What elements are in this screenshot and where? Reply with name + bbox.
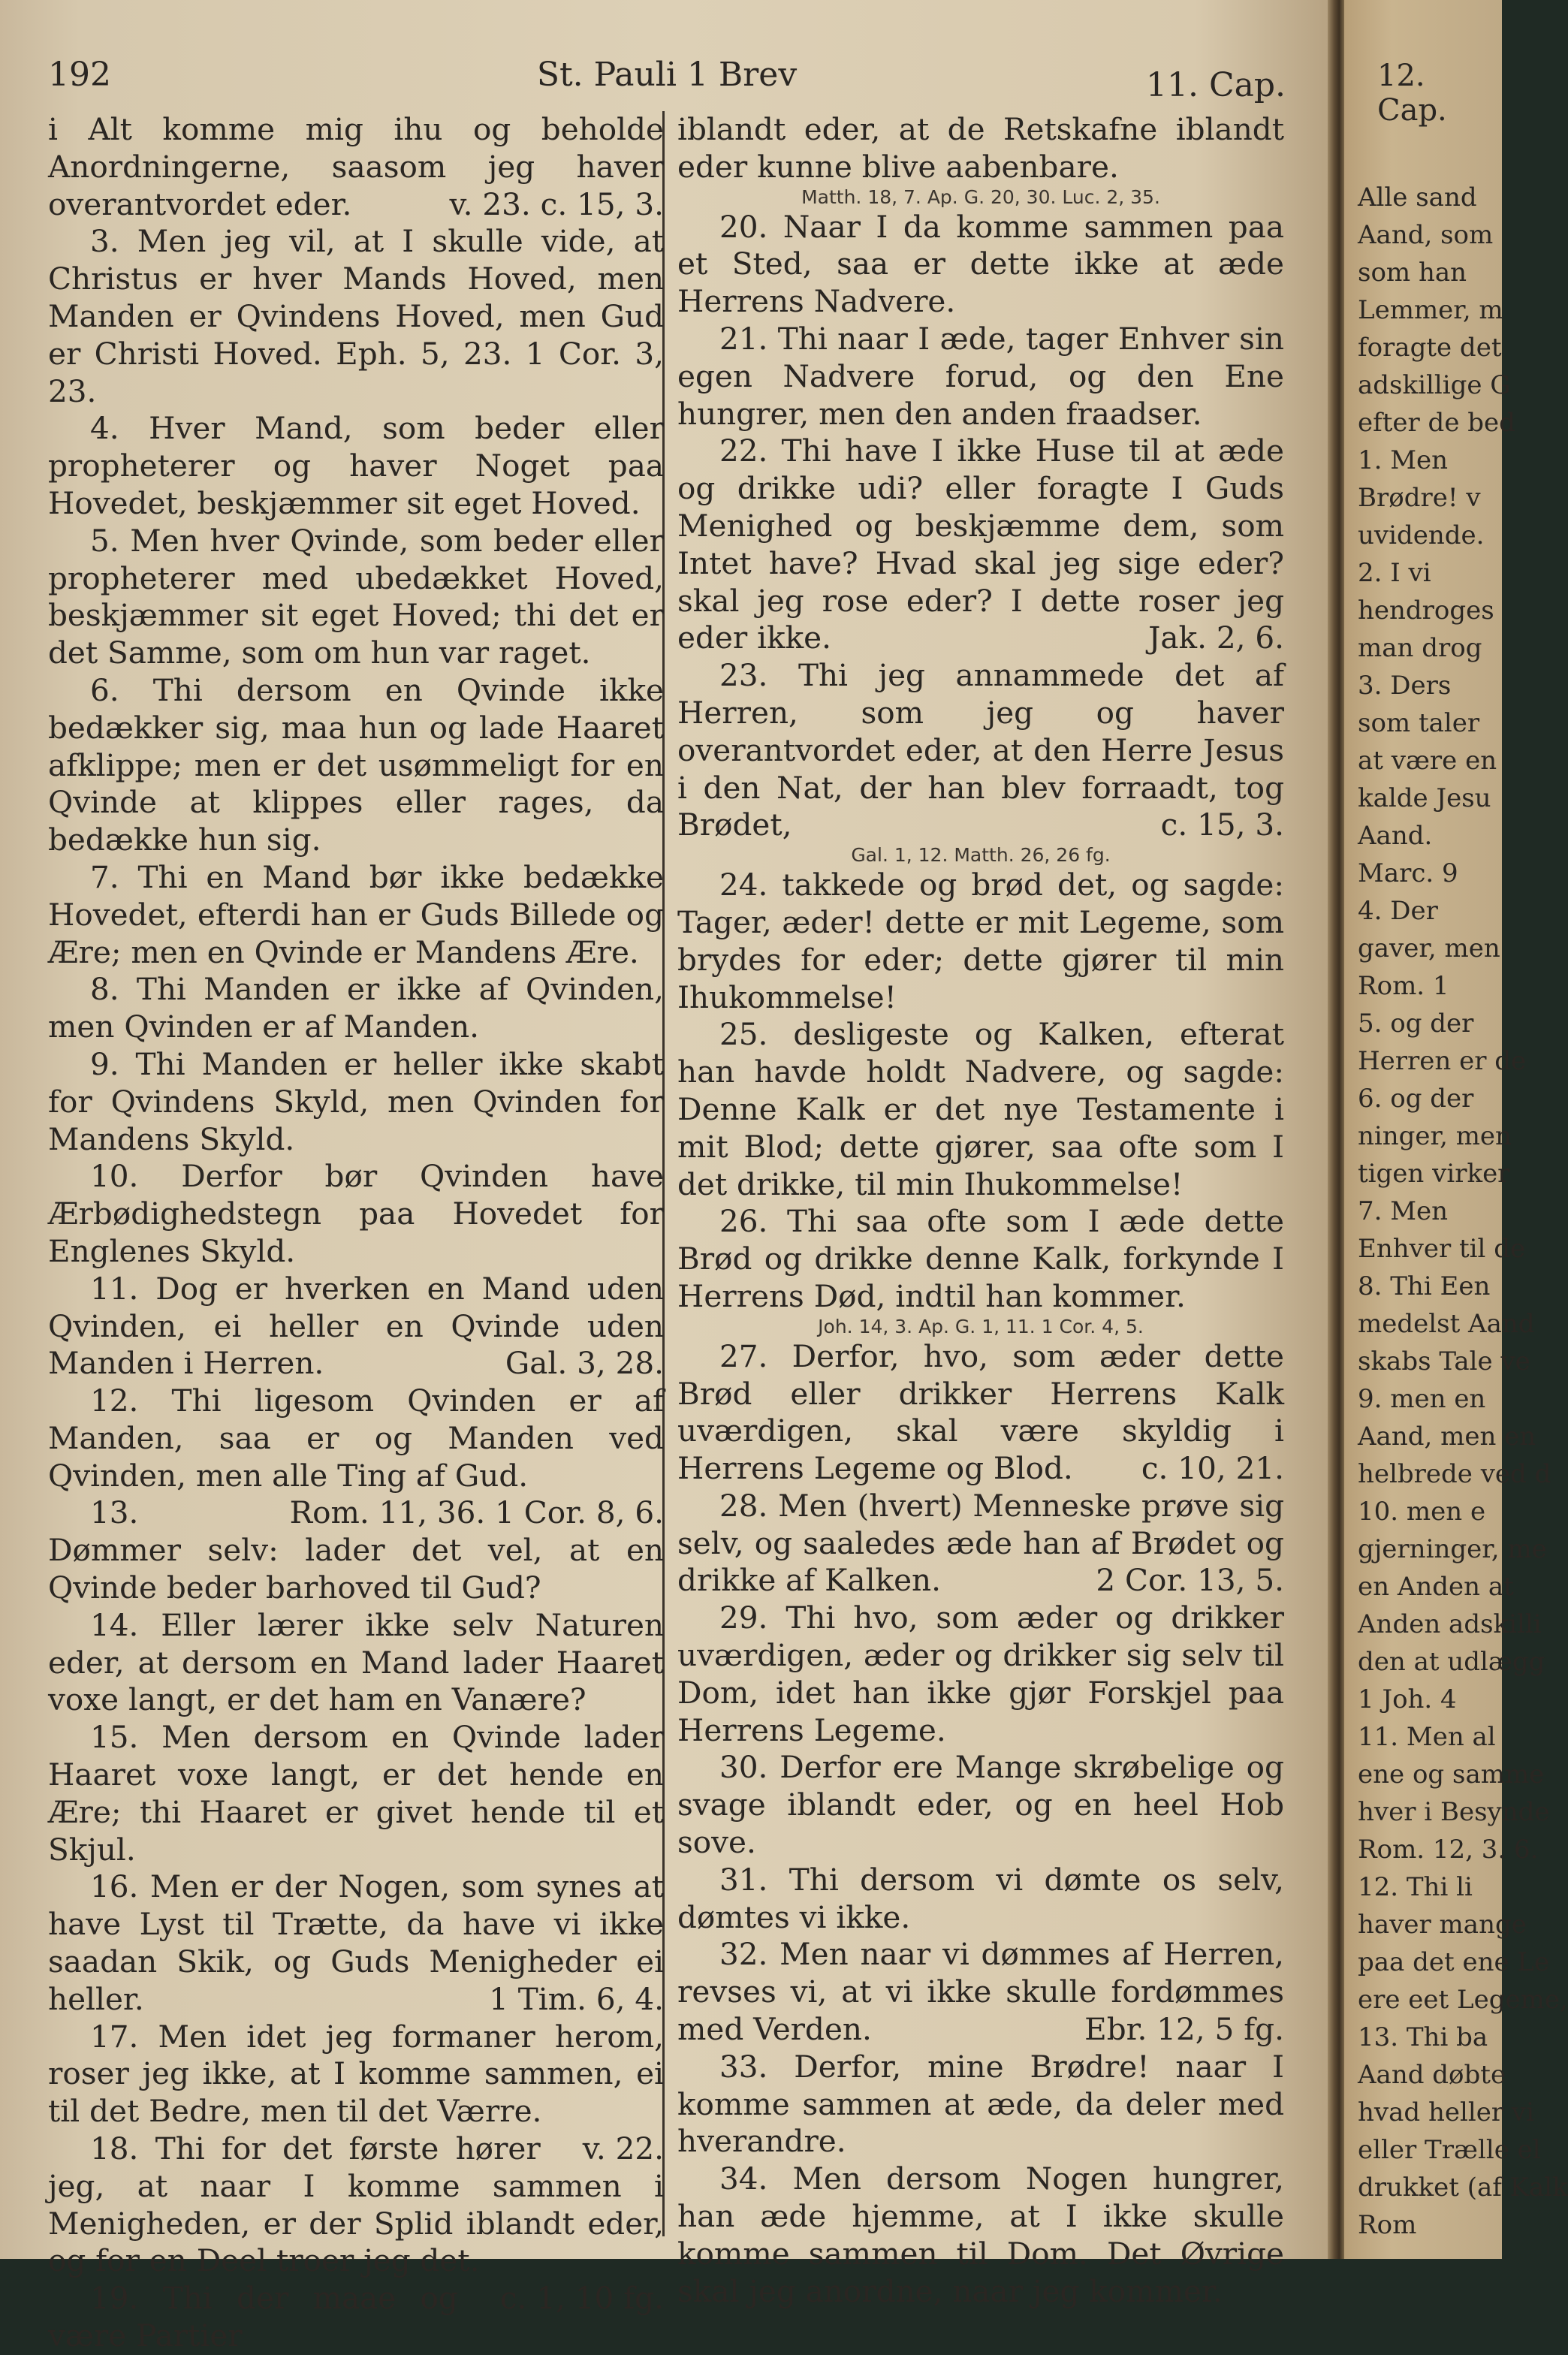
verse-text: 12. Thi ligesom Qvinden er af Manden, saa er og Manden ved Qvinden, men alle Ting af Gud.	[48, 1383, 664, 1494]
verse	[48, 2018, 664, 2167]
facing-page-line: helbrede ved d	[1358, 1459, 1551, 1489]
facing-page-line: Aand, men en	[1358, 1422, 1536, 1452]
verse-text: 11. Dog er hverken en Mand uden Qvinden, ei heller en Qvinde uden Manden i Herren.	[48, 1270, 664, 1382]
verse-text: 21. Thi naar I æde, tager Enhver sin egen Nadvere forud, og den Ene hungrer, men den anden fraadser.	[677, 320, 1284, 432]
facing-page-line: 13. Thi ba	[1358, 2022, 1488, 2052]
verse	[48, 1868, 664, 2018]
facing-page-line: gjerninger, me	[1358, 1534, 1547, 1564]
verse-text: 10. Derfor bør Qvinden have Ærbødighedstegn paa Hovedet for Englenes Skyld.	[48, 1158, 664, 1269]
verse	[677, 1600, 1284, 1749]
facing-page-line: kalde Jesu	[1358, 783, 1491, 813]
verse-text: i Alt komme mig ihu og beholde Anordningerne, saasom jeg haver overantvordet eder.	[48, 111, 664, 222]
facing-page-line: Aand døbte	[1358, 2060, 1506, 2090]
facing-page-line: den at udlægg	[1358, 1647, 1545, 1677]
verse-reference: Ebr. 12, 5 fg.	[1084, 2011, 1284, 2048]
verse	[48, 1158, 664, 1270]
verse-text: 18. Thi for det første hører jeg, at naar I komme sammen i Menigheden, er der Splid iblandt eder, og for en Deel troer jeg det.	[48, 2130, 664, 2279]
verse-text: 16. Men er der Nogen, som synes at have Lyst til Trætte, da have vi ikke saadan Skik, og Guds Menigheder ei heller.	[48, 1868, 664, 2017]
facing-page-text	[1358, 179, 1568, 2244]
verse	[48, 1607, 664, 1719]
verse-reference: v. 23. c. 15, 3.	[449, 185, 664, 222]
verse-text: 25. desligeste og Kalken, efterat han havde holdt Nadvere, og sagde: Denne Kalk er det nye Testamente i mit Blod; dette gjører, saa ofte som I det drikke, til min Ihukommelse!	[677, 1016, 1284, 1202]
facing-page-header: 12. Cap.	[1377, 59, 1447, 128]
verse-text: 6. Thi dersom en Qvinde ikke bedækker sig, maa hun og lade Haaret afklippe; men er det usømmeligt for en Qvinde at klippes eller rages, da bedække hun sig.	[48, 671, 664, 858]
verse	[677, 657, 1284, 844]
verse	[677, 1203, 1284, 1315]
verse-text: 24. takkede og brød det, og sagde: Tager, æder! dette er mit Legeme, som brydes for eder; dette gjører til min Ihukommelse!	[677, 867, 1284, 1015]
facing-page-line: ene og samme	[1358, 1759, 1545, 1790]
facing-page-line: Rom	[1358, 2210, 1417, 2240]
facing-page-line: man drog	[1358, 633, 1482, 663]
facing-page-line: Brødre! v	[1358, 483, 1481, 513]
cross-reference: Matth. 18, 7. Ap. G. 20, 30. Luc. 2, 35.	[801, 185, 1160, 208]
verse-text: 33. Derfor, mine Brødre! naar I komme sammen at æde, da deler med hverandre.	[677, 2048, 1284, 2160]
verse	[48, 111, 664, 223]
verse	[48, 223, 664, 410]
verse-text: 15. Men dersom en Qvinde lader Haaret voxe langt, er det hende en Ære; thi Haaret er givet hende til et Skjul.	[48, 1719, 664, 1868]
verse-text: 19. Thi der maae og være Partier	[48, 2280, 458, 2354]
facing-page-line: 1. Men	[1358, 445, 1449, 475]
facing-page-line: efter de bed	[1358, 408, 1515, 438]
page-number: 192	[48, 56, 111, 94]
verse-reference: 2 Cor. 13, 5.	[1096, 1562, 1284, 1599]
facing-page-line: ere eet Legeme,	[1358, 1985, 1568, 2015]
verse-reference: c. 1, 10 fg.	[499, 2280, 664, 2317]
facing-page-line: Herren er de	[1358, 1046, 1527, 1076]
facing-page-line: Anden adskilli	[1358, 1609, 1542, 1639]
verse-text: 17. Men idet jeg formaner herom, roser jeg ikke, at I komme sammen, ei til det Bedre, men til det Værre.	[48, 2018, 664, 2130]
verse-text: 34. Men dersom Nogen hungrer, han æde hjemme, at I ikke skulle komme sammen til Dom. Det Øvrige skal jeg anordne, naar jeg kommer.	[677, 2161, 1284, 2309]
facing-page-line: Rom. 1	[1358, 971, 1449, 1001]
facing-page-line: 6. og der	[1358, 1084, 1474, 1114]
verse	[677, 867, 1284, 1016]
verse	[677, 111, 1284, 186]
verse	[48, 523, 664, 672]
facing-page-line: en Anden at	[1358, 1572, 1514, 1602]
verse-text: iblandt eder, at de Retskafne iblandt eder kunne blive aabenbare.	[677, 111, 1284, 185]
verse-text: 4. Hver Mand, som beder eller propheterer og haver Noget paa Hovedet, beskjæmmer sit eget Hoved.	[48, 410, 664, 521]
verse-text: 32. Men naar vi dømmes af Herren, revses vi, at vi ikke skulle fordømmes med Verden.	[677, 1936, 1284, 2048]
right-text-column	[677, 111, 1284, 2310]
verse-text: 13. Dømmer selv: lader det vel, at en Qvinde beder barhoved til Gud?	[48, 1494, 664, 1606]
facing-page-line: 8. Thi Een	[1358, 1271, 1491, 1301]
facing-page-line: hendroges	[1358, 596, 1494, 626]
facing-page-line: 2. I vi	[1358, 558, 1431, 588]
facing-page-line: hvad heller vi	[1358, 2097, 1534, 2127]
verse-reference: v. 22.	[582, 2130, 664, 2167]
facing-page-line: Rom. 12, 3. 6.	[1358, 1835, 1539, 1865]
verse	[677, 1338, 1284, 1488]
facing-page-line: eller Trælle el	[1358, 2135, 1541, 2165]
verse	[48, 672, 664, 859]
facing-page-line: 12. Thi li	[1358, 1872, 1473, 1902]
verse	[48, 1719, 664, 1868]
facing-page-line: 11. Men al	[1358, 1722, 1496, 1752]
chapter-label: 11. Cap.	[1145, 66, 1286, 104]
facing-page-line: uvidende.	[1358, 520, 1485, 550]
facing-page-line: tigen virker	[1358, 1159, 1510, 1189]
facing-page-line: ninger, men	[1358, 1121, 1512, 1151]
facing-page-line: Aand.	[1358, 821, 1433, 851]
verse-reference: Rom. 11, 36. 1 Cor. 8, 6.	[289, 1494, 664, 1531]
verse-text: 8. Thi Manden er ikke af Qvinden, men Qvinden er af Manden.	[48, 971, 664, 1045]
verse-text: 27. Derfor, hvo, som æder dette Brød eller drikker Herrens Kalk uværdigen, skal være skyldig i Herrens Legeme og Blod.	[677, 1337, 1284, 1487]
verse	[677, 1862, 1284, 1937]
verse-text: 22. Thi have I ikke Huse til at æde og drikke udi? eller foragte I Guds Menighed og beskjæmme dem, som Intet have? Hvad skal jeg sige eder? skal jeg rose eder? I dette roser jeg eder ikke.	[677, 433, 1284, 656]
verse	[48, 971, 664, 1046]
verse-text: 26. Thi saa ofte som I æde dette Brød og drikke denne Kalk, forkynde I Herrens Død, indtil han kommer.	[677, 1203, 1284, 1314]
verse	[677, 2049, 1284, 2161]
facing-page-line: gaver, men	[1358, 933, 1500, 963]
facing-page-line: 3. Ders	[1358, 671, 1452, 701]
running-title: St. Pauli 1 Brev	[536, 56, 798, 94]
verse-text: 14. Eller lærer ikke selv Naturen eder, at dersom en Mand lader Haaret voxe langt, er det ham en Vanære?	[48, 1606, 664, 1718]
verse-text: 31. Thi dersom vi dømte os selv, dømtes vi ikke.	[677, 1861, 1284, 1935]
facing-page-line: 7. Men	[1358, 1196, 1449, 1226]
facing-page-line: 1 Joh. 4	[1358, 1684, 1457, 1714]
verse	[677, 1936, 1284, 2048]
facing-page-line: hver i Besynde	[1358, 1797, 1550, 1827]
verse	[677, 1488, 1284, 1600]
verse-text: 5. Men hver Qvinde, som beder eller propheterer med ubedækket Hoved, beskjæmmer sit eget Hoved; thi det er det Samme, som om hun var raget.	[48, 522, 664, 671]
verse-text: 7. Thi en Mand bør ikke bedække Hovedet, efterdi han er Guds Billede og Ære; men en Qvinde er Mandens Ære.	[48, 858, 664, 970]
verse-text: 9. Thi Manden er heller ikke skabt for Qvindens Skyld, men Qvinden for Mandens Skyld.	[48, 1045, 664, 1157]
facing-page-line: foragte det	[1358, 333, 1502, 363]
facing-page-line: som han	[1358, 258, 1467, 288]
verse	[48, 1271, 664, 1383]
verse	[677, 433, 1284, 657]
facing-page-line: 10. men e	[1358, 1497, 1486, 1527]
verse-text: 28. Men (hvert) Menneske prøve sig selv, og saaledes æde han af Brødet og drikke af Kalken.	[677, 1487, 1284, 1599]
facing-page-line: paa det ene Le	[1358, 1947, 1550, 1977]
page-header	[48, 56, 1286, 116]
facing-page-line: Lemmer, m	[1358, 295, 1503, 325]
verse	[48, 1046, 664, 1158]
verse-text: 29. Thi hvo, som æder og drikker uværdigen, æder og drikker sig selv til Dom, idet han ikke gjør Forskjel paa Herrens Legeme.	[677, 1600, 1284, 1748]
verse-reference: c. 10, 21.	[1141, 1450, 1284, 1487]
facing-page-line: 4. Der	[1358, 896, 1438, 926]
verse	[677, 321, 1284, 433]
facing-page-line: som taler	[1358, 708, 1480, 738]
facing-page-line: at være en	[1358, 746, 1497, 776]
verse	[677, 2161, 1284, 2310]
verse-text: 3. Men jeg vil, at I skulle vide, at Christus er hver Mands Hoved, men Manden er Qvindens Hoved, men Gud er Christi Hoved. Eph. 5, 23. 1 Cor. 3, 23.	[48, 223, 664, 409]
facing-page-line: 5. og der	[1358, 1009, 1474, 1039]
cross-reference: Gal. 1, 12. Matth. 26, 26 fg.	[851, 844, 1111, 867]
verse-text: 20. Naar I da komme sammen paa et Sted, saa er dette ikke at æde Herrens Nadvere.	[677, 208, 1284, 320]
facing-page-line: medelst Aand	[1358, 1309, 1535, 1339]
facing-page-line: adskillige G	[1358, 370, 1511, 400]
verse	[677, 1749, 1284, 1861]
verse-reference: Jak. 2, 6.	[1148, 620, 1284, 656]
facing-page-line: skabs Tale ve	[1358, 1346, 1530, 1377]
facing-page-line: Aand, som	[1358, 220, 1494, 250]
verse-reference: 1 Tim. 6, 4.	[489, 1980, 664, 2017]
verse-text: 30. Derfor ere Mange skrøbelige og svage iblandt eder, og en heel Hob sove.	[677, 1749, 1284, 1861]
verse-reference: c. 15, 3.	[1160, 807, 1284, 843]
verse-text: 23. Thi jeg annammede det af Herren, som jeg og haver overantvordet eder, at den Herre Jesus i den Nat, der han blev forraadt, tog Brødet,	[677, 657, 1284, 843]
verse	[48, 859, 664, 971]
verse	[677, 209, 1284, 321]
facing-page-line: Alle sand	[1358, 182, 1477, 213]
facing-page	[1344, 0, 1568, 2259]
facing-page-line: 9. men en	[1358, 1384, 1486, 1414]
facing-page-line: Enhver til de	[1358, 1234, 1526, 1264]
verse-reference: Gal. 3, 28.	[505, 1345, 664, 1382]
facing-page-line: haver mange	[1358, 1910, 1527, 1940]
verse	[677, 1016, 1284, 1203]
verse	[48, 1383, 664, 1531]
book-gutter	[1328, 0, 1344, 2259]
facing-page-line: drukket (af Kalk	[1358, 2173, 1568, 2203]
facing-page-line: Marc. 9	[1358, 858, 1458, 888]
verse	[48, 410, 664, 522]
cross-reference: Joh. 14, 3. Ap. G. 1, 11. 1 Cor. 4, 5.	[818, 1315, 1144, 1337]
left-text-column	[48, 111, 664, 2355]
